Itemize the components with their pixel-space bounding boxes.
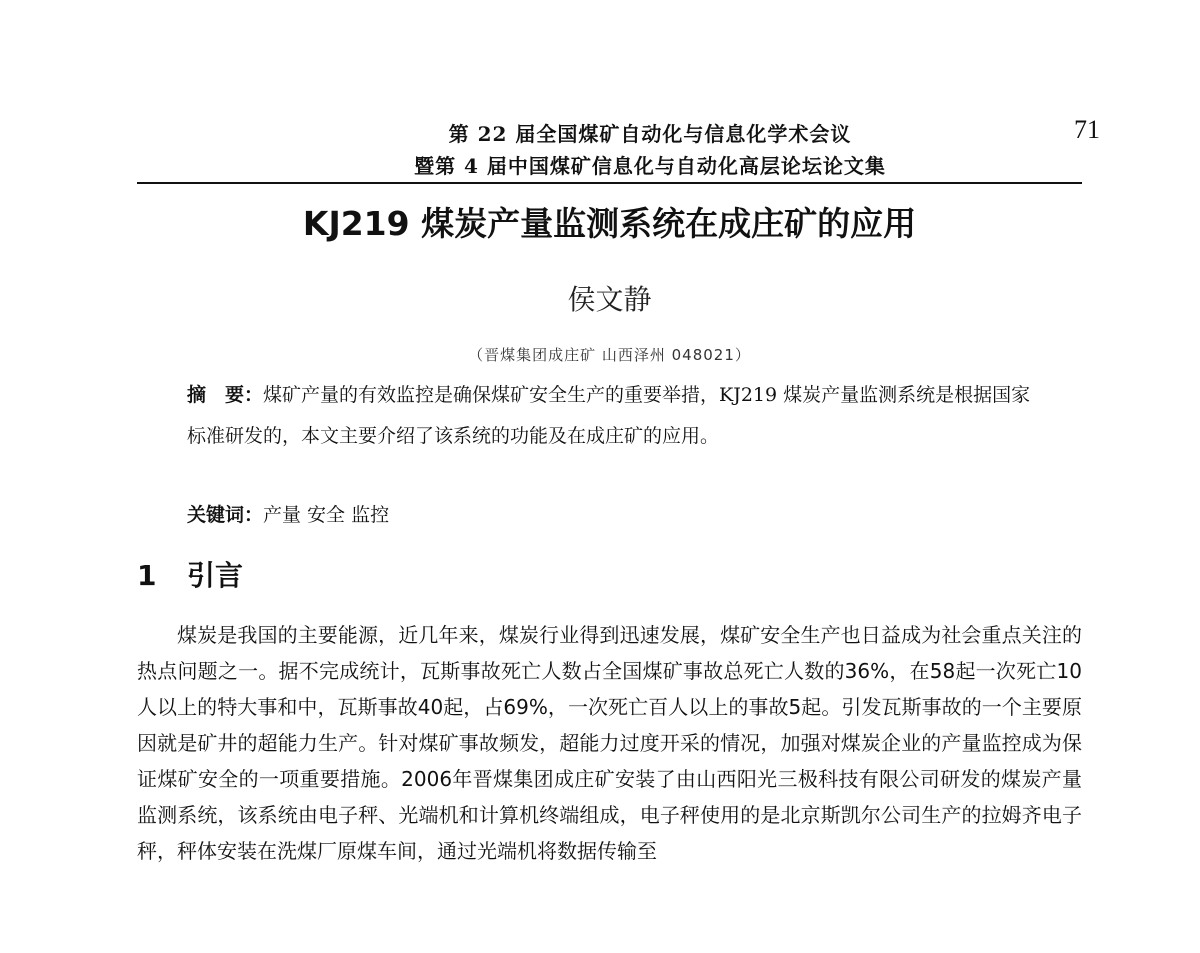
section-heading — [137, 554, 243, 594]
abstract-text: 煤矿产量的有效监控是确保煤矿安全生产的重要举措，KJ219 煤炭产量监测系统是根据国家标准研发的，本文主要介绍了该系统的功能及在成庄矿的应用。 — [187, 384, 1031, 447]
keywords — [187, 500, 1032, 527]
section-number: 1 — [137, 559, 157, 592]
header-rule — [137, 182, 1082, 184]
conference-header-line2: 暨第 4 届中国煤矿信息化与自动化高层论坛论文集 — [414, 154, 886, 178]
keywords-label: 关键词： — [187, 504, 264, 526]
body-paragraph: 煤炭是我国的主要能源，近几年来，煤炭行业得到迅速发展，煤矿安全生产也日益成为社会重点关注的热点问题之一。据不完成统计，瓦斯事故死亡人数占全国煤矿事故总死亡人数的36%，在58起一次死亡10人以上的特大事和中，瓦斯事故40起，占69%，一次死亡百人以上的事故5起。引发瓦斯事故的一个主要原因就是矿井的超能力生产。针对煤矿事故频发，超能力过度开采的情况，加强对煤炭企业的产量监控成为保证煤矿安全的一项重要措施。2006年晋煤集团成庄矿安装了由山西阳光三极科技有限公司研发的煤炭产量监测系统，该系统由电子秤、光端机和计算机终端组成，电子秤使用的是北京斯凯尔公司生产的拉姆齐电子秤，秤体安装在洗煤厂原煤车间，通过光端机将数据传输至 — [137, 623, 1082, 863]
abstract — [187, 375, 1032, 457]
author-affiliation: （晋煤集团成庄矿 山西泽州 048021） — [468, 346, 751, 364]
conference-header-line1: 第 22 届全国煤矿自动化与信息化学术会议 — [448, 122, 852, 146]
paper-author: 侯文静 — [567, 283, 652, 316]
section-title: 引言 — [187, 559, 244, 592]
page-number: 71 — [1074, 115, 1100, 144]
keywords-text: 产量 安全 监控 — [263, 504, 390, 526]
abstract-label: 摘 要： — [187, 384, 264, 406]
paper-title: KJ219 煤炭产量监测系统在成庄矿的应用 — [302, 204, 917, 243]
